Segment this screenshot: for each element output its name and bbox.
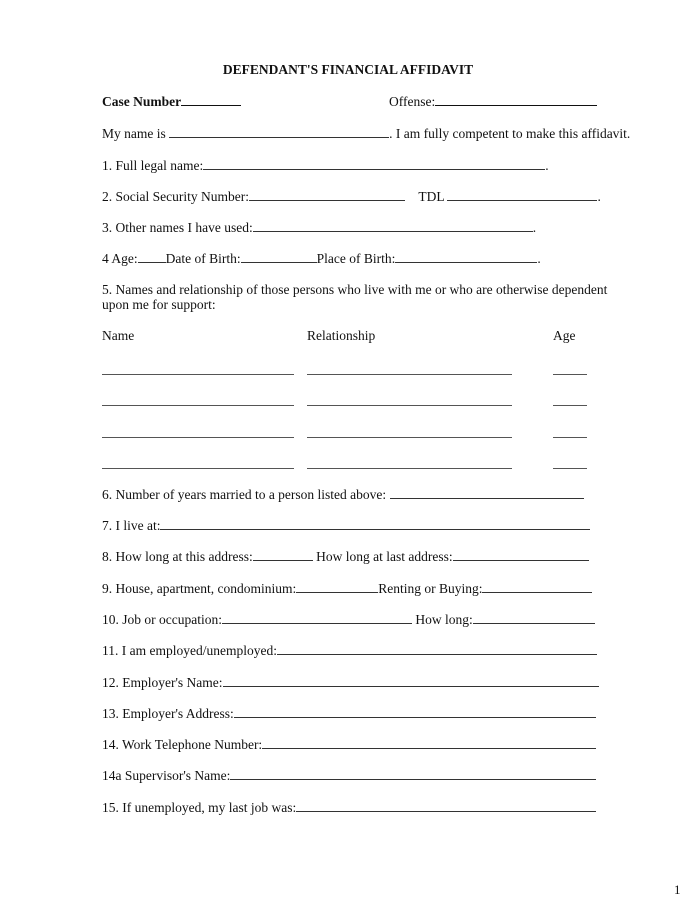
full-legal-name-row (102, 157, 549, 174)
last-job-row (102, 799, 596, 816)
renting-buying-field[interactable] (482, 580, 592, 593)
intro-suffix: . I am fully competent to make this affidavit. (389, 126, 631, 141)
case-number-field[interactable] (181, 93, 241, 106)
age-dob-row (102, 250, 541, 267)
dependent-4-relationship-field[interactable] (307, 468, 512, 469)
address-duration-row (102, 548, 589, 565)
dependent-3-relationship-field[interactable] (307, 437, 512, 438)
dob-label: Date of Birth: (165, 251, 241, 266)
other-names-row (102, 219, 536, 236)
employer-address-row (102, 705, 596, 722)
dependents-header-age: Age (553, 328, 576, 343)
full-legal-name-field[interactable] (203, 157, 545, 170)
supervisor-name-row (102, 767, 596, 784)
dependent-1-relationship-field[interactable] (307, 374, 512, 375)
intro-row (102, 125, 630, 142)
occupation-duration-field[interactable] (473, 611, 595, 624)
work-phone-field[interactable] (262, 736, 596, 749)
my-name-field[interactable] (169, 125, 389, 138)
tdl-label: TDL (418, 189, 445, 204)
offense-label: Offense: (389, 94, 436, 109)
full-legal-name-label: 1. Full legal name: (102, 158, 204, 173)
supervisor-name-field[interactable] (230, 767, 596, 780)
last-address-duration-label: How long at last address: (316, 549, 453, 564)
intro-prefix: My name is (102, 126, 166, 141)
age-label: 4 Age: (102, 251, 138, 266)
period: . (545, 158, 549, 173)
ssn-row (102, 188, 601, 205)
offense-field[interactable] (435, 93, 597, 106)
dependent-3-name-field[interactable] (102, 437, 294, 438)
live-at-field[interactable] (160, 517, 590, 530)
housing-row (102, 580, 592, 597)
years-married-field[interactable] (390, 486, 584, 499)
occupation-duration-label: How long: (415, 612, 473, 627)
dependent-4-age-field[interactable] (553, 468, 587, 469)
case-number-label: Case Number (102, 94, 182, 109)
ssn-label: 2. Social Security Number: (102, 189, 249, 204)
last-job-field[interactable] (296, 799, 596, 812)
dependent-1-age-field[interactable] (553, 374, 587, 375)
other-names-field[interactable] (253, 219, 533, 232)
employer-address-field[interactable] (234, 705, 596, 718)
employer-name-field[interactable] (223, 674, 599, 687)
employment-status-field[interactable] (277, 642, 597, 655)
page-number: 1 (674, 882, 681, 897)
period: . (597, 189, 601, 204)
last-job-label: 15. If unemployed, my last job was: (102, 800, 297, 815)
age-field[interactable] (138, 250, 166, 263)
document-title: DEFENDANT'S FINANCIAL AFFIDAVIT (222, 62, 474, 77)
dependent-2-name-field[interactable] (102, 405, 294, 406)
employer-name-label: 12. Employer's Name: (102, 675, 223, 690)
dependents-header-relationship: Relationship (307, 328, 376, 343)
pob-label: Place of Birth: (316, 251, 396, 266)
live-at-label: 7. I live at: (102, 518, 161, 533)
case-number-row (102, 93, 241, 110)
occupation-label: 10. Job or occupation: (102, 612, 222, 627)
dependent-2-age-field[interactable] (553, 405, 587, 406)
other-names-label: 3. Other names I have used: (102, 220, 253, 235)
period: . (537, 251, 541, 266)
dependent-2-relationship-field[interactable] (307, 405, 512, 406)
dependent-1-name-field[interactable] (102, 374, 294, 375)
period: . (532, 220, 537, 235)
years-married-row (102, 486, 584, 503)
employment-status-label: 11. I am employed/unemployed: (102, 643, 277, 658)
occupation-field[interactable] (222, 611, 412, 624)
years-married-label: 6. Number of years married to a person listed above: (102, 487, 387, 502)
supervisor-name-label: 14a Supervisor's Name: (102, 768, 231, 783)
employer-address-label: 13. Employer's Address: (102, 706, 234, 721)
dependent-3-age-field[interactable] (553, 437, 587, 438)
renting-buying-label: Renting or Buying: (378, 581, 483, 596)
dependents-header-name: Name (102, 328, 135, 343)
housing-type-label: 9. House, apartment, condominium: (102, 581, 297, 596)
employment-status-row (102, 642, 597, 659)
dependents-question-line1: 5. Names and relationship of those persons who live with me or who are otherwise dependent (102, 282, 608, 297)
this-address-duration-label: 8. How long at this address: (102, 549, 253, 564)
dob-field[interactable] (241, 250, 317, 263)
this-address-duration-field[interactable] (253, 548, 313, 561)
housing-type-field[interactable] (296, 580, 378, 593)
work-phone-row (102, 736, 596, 753)
work-phone-label: 14. Work Telephone Number: (102, 737, 263, 752)
offense-row (389, 93, 597, 110)
pob-field[interactable] (395, 250, 537, 263)
ssn-field[interactable] (249, 188, 405, 201)
dependents-question-line2: upon me for support: (102, 297, 216, 312)
live-at-row (102, 517, 590, 534)
tdl-field[interactable] (447, 188, 597, 201)
last-address-duration-field[interactable] (453, 548, 589, 561)
employer-name-row (102, 674, 599, 691)
occupation-row (102, 611, 595, 628)
dependent-4-name-field[interactable] (102, 468, 294, 469)
